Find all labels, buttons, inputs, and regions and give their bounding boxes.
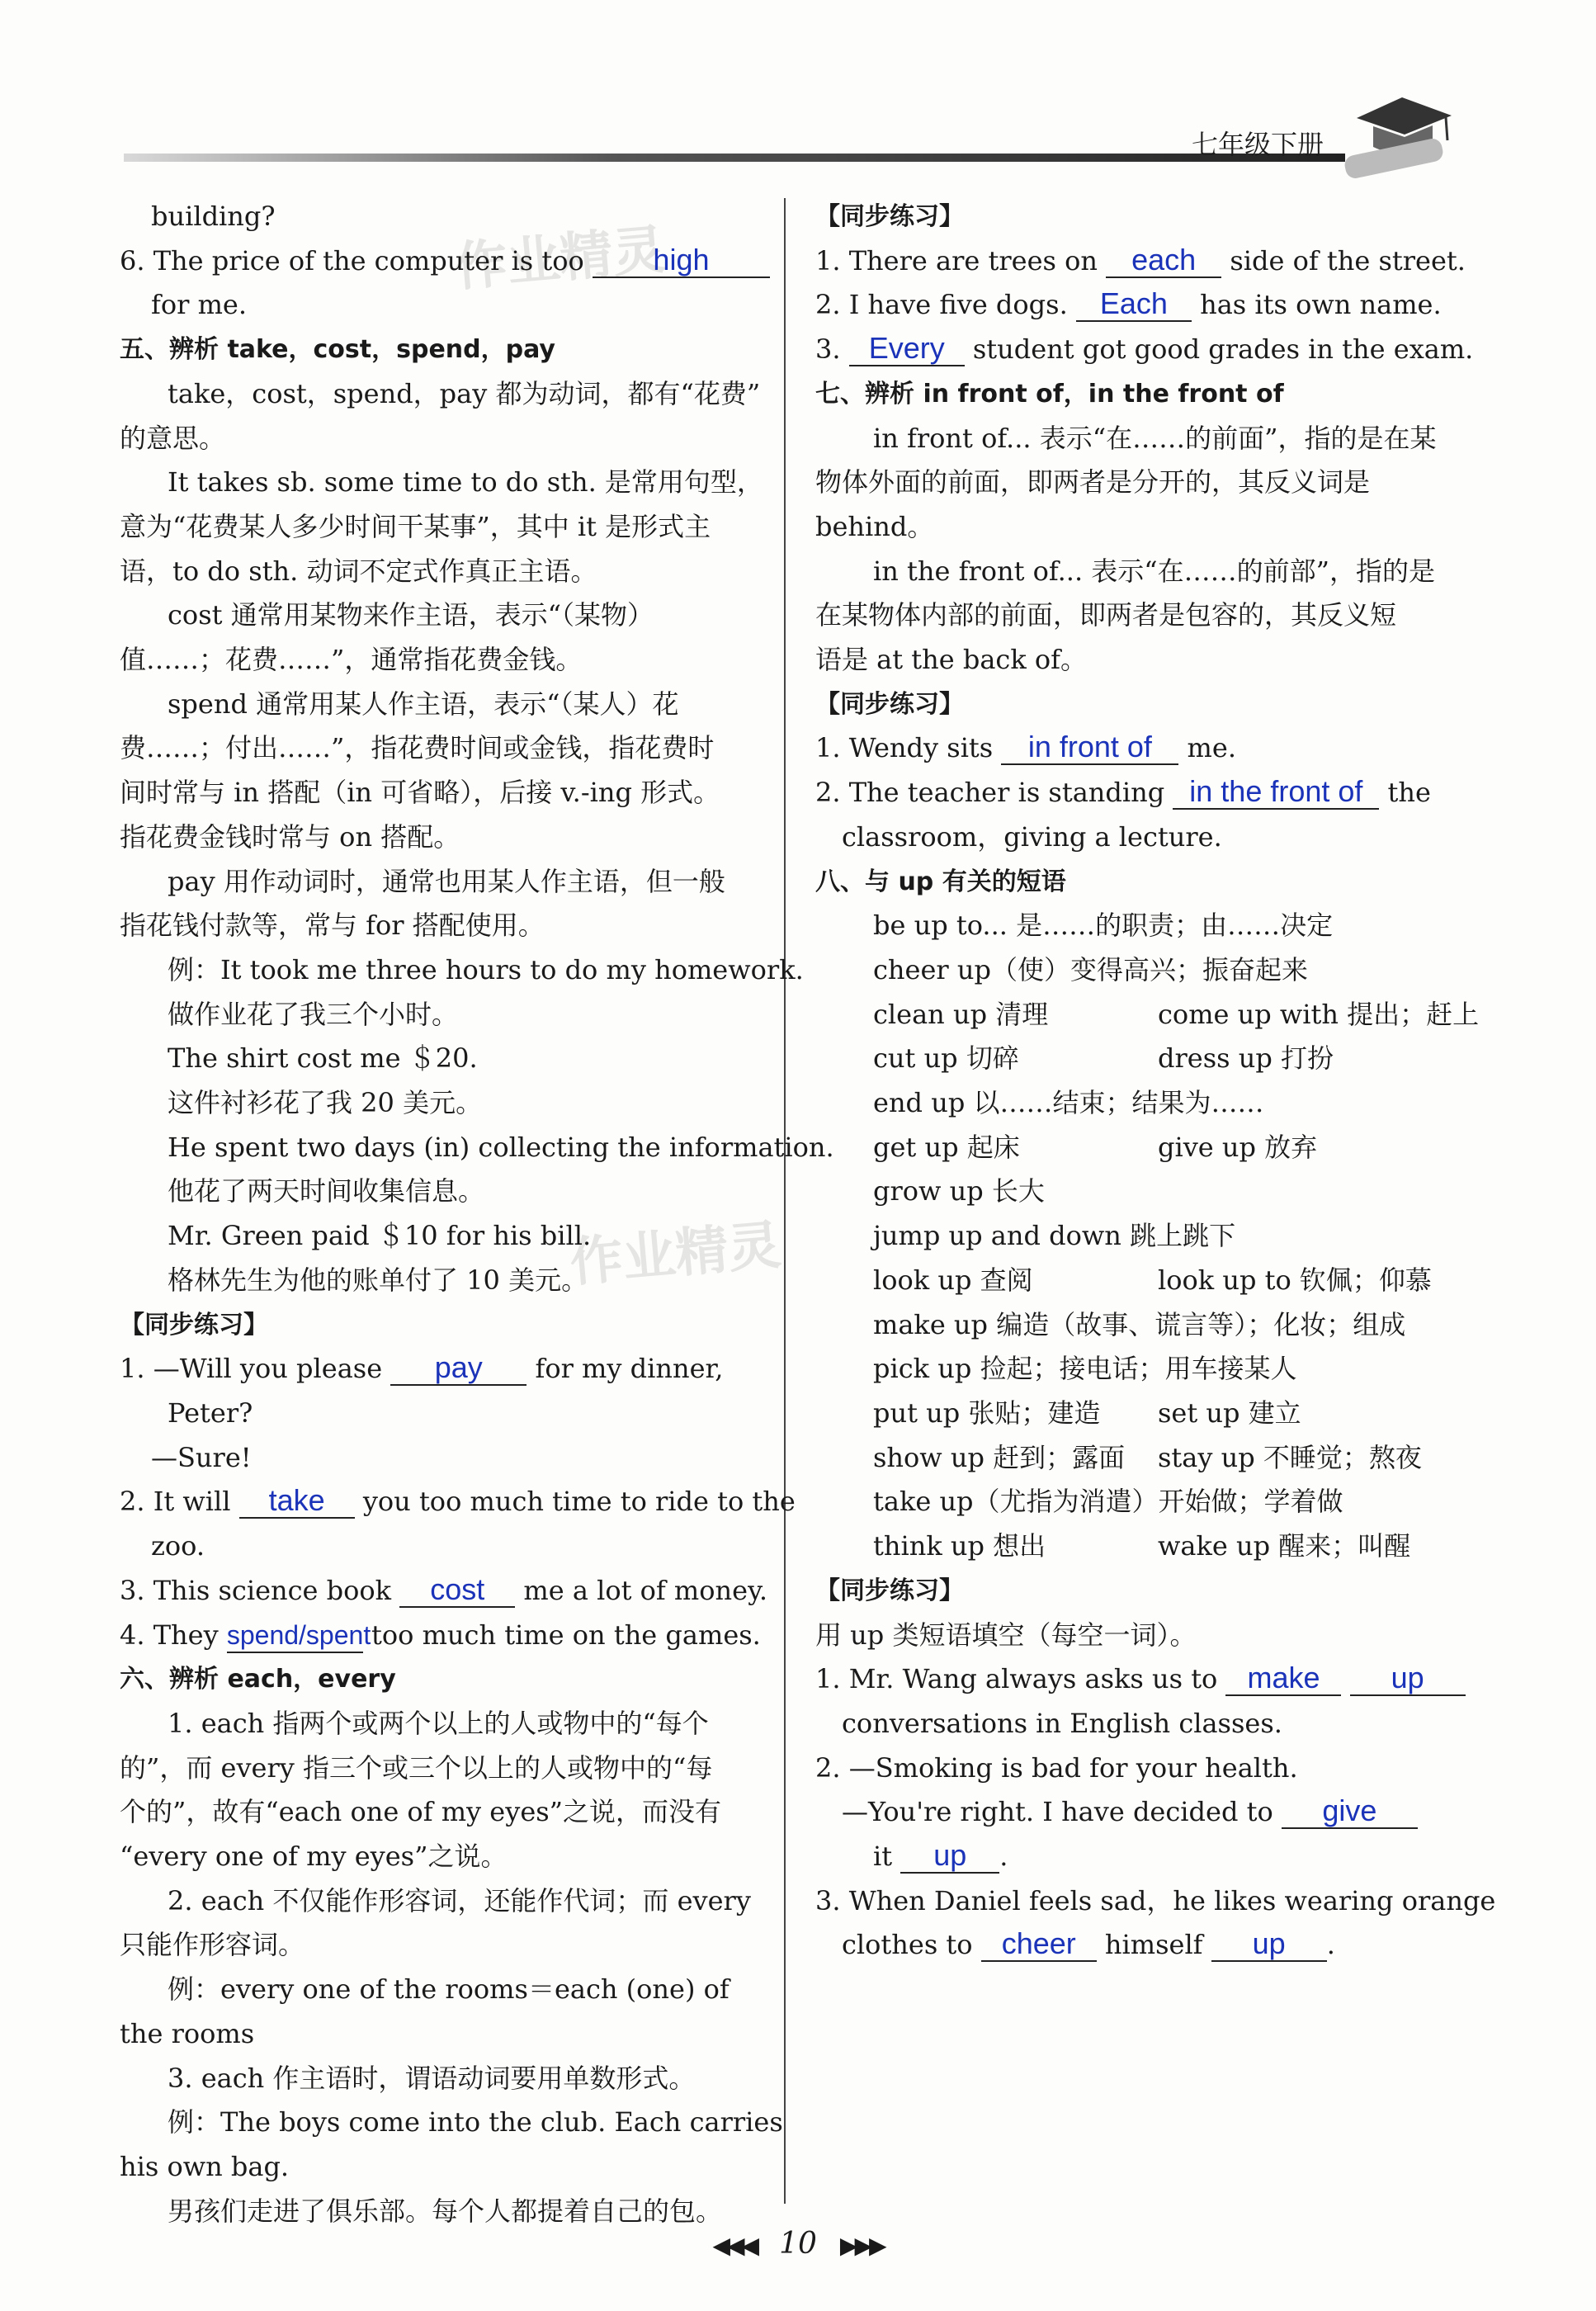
left-column (120, 195, 834, 2233)
phrase: be up to... 是……的职责；由……决定 (873, 910, 1334, 942)
phrase: jump up and down 跳上跳下 (873, 1220, 1236, 1252)
text-line: —Sure! (151, 1441, 252, 1473)
phrase: grow up 长大 (873, 1175, 1045, 1207)
text-line: Peter? (168, 1397, 253, 1429)
paragraph-line: behind。 (815, 510, 934, 542)
paragraph-line: 的”，而 every 指三个或三个以上的人或物中的“每 (120, 1751, 713, 1784)
answer-blank[interactable]: make (1225, 1661, 1341, 1696)
paragraph-line: 3. each 作主语时，谓语动词要用单数形式。 (168, 2062, 696, 2094)
question: —You're right. I have decided to give (815, 1790, 1476, 1835)
example-line: 做作业花了我三个小时。 (168, 998, 459, 1030)
phrase-pair: think up 想出 wake up 醒来；叫醒 (873, 1530, 1411, 1562)
phrase-pair: put up 张贴；建造 set up 建立 (873, 1397, 1301, 1429)
paragraph-line: 语是 at the back of。 (815, 644, 1088, 676)
phrase: pick up 捡起；接电话；用车接某人 (873, 1353, 1297, 1385)
paragraph-line: It takes sb. some time to do sth. 是常用句型， (168, 466, 763, 499)
answer-blank[interactable]: pay (390, 1351, 526, 1386)
paragraph-line: cost 通常用某物来作主语，表示“（某物） (168, 599, 654, 631)
paragraph-line: 值……；花费……”，通常指花费金钱。 (120, 644, 583, 676)
graduation-cap-icon (1340, 89, 1456, 180)
example-line: 格林先生为他的账单付了 10 美元。 (168, 1264, 588, 1296)
question: 2. The teacher is standing in the front of the (815, 774, 1431, 809)
column-divider (784, 198, 786, 2204)
answer-blank[interactable]: in the front of (1173, 775, 1379, 810)
example-line: his own bag. (120, 2150, 290, 2182)
watermark: 作业精灵 (567, 1214, 784, 1294)
phrase-pair: show up 赶到；露面 stay up 不睡觉；熬夜 (873, 1441, 1422, 1473)
question: 3. When Daniel feels sad，he likes wearing orange (815, 1884, 1496, 1916)
section-heading: 七、辨析 in front of，in the front of (815, 379, 1284, 409)
answer-blank[interactable]: up (900, 1839, 999, 1874)
answer-blank[interactable]: in front of (1001, 730, 1178, 765)
example-line: 他花了两天时间收集信息。 (168, 1175, 485, 1207)
answer-blank[interactable]: take (239, 1484, 355, 1519)
paragraph-line: 间时常与 in 搭配（in 可省略），后接 v.-ing 形式。 (120, 777, 720, 809)
answer-blank[interactable]: high (593, 243, 770, 278)
answer-blank[interactable]: up (1350, 1661, 1466, 1696)
phrase-pair: cut up 切碎 dress up 打扮 (873, 1042, 1334, 1075)
paragraph-line: 指花钱付款等，常与 for 搭配使用。 (120, 910, 545, 942)
question: 1. —Will you please pay for my dinner, (120, 1350, 724, 1385)
example-line: 例：every one of the rooms＝each (one) of (168, 1973, 730, 2006)
question: 1. There are trees on each side of the street. (815, 242, 1466, 276)
example-line: 例：It took me three hours to do my homework. (168, 953, 804, 985)
paragraph-line: 物体外面的前面，即两者是分开的，其反义词是 (815, 466, 1371, 499)
example-line: 这件衬衫花了我 20 美元。 (168, 1087, 483, 1119)
answer-blank[interactable]: each (1106, 243, 1221, 278)
text-line: classroom，giving a lecture. (842, 820, 1222, 853)
question: 2. —Smoking is bad for your health. (815, 1751, 1298, 1784)
paragraph-line: spend 通常用某人作主语，表示“（某人）花 (168, 688, 679, 720)
answer-blank[interactable]: Every (849, 332, 965, 366)
example-line: the rooms (120, 2017, 255, 2049)
question: 3. This science book cost me a lot of money. (120, 1571, 768, 1606)
paragraph-line: 2. each 不仅能作形容词，还能作代词；而 every (168, 1884, 751, 1916)
text-line: for me. (151, 289, 248, 321)
right-column (815, 195, 1496, 1968)
practice-heading: 【同步练习】 (815, 202, 964, 231)
grade-label: 七年级下册 (1191, 129, 1324, 160)
paragraph-line: in the front of... 表示“在……的前部”，指的是 (873, 555, 1436, 587)
section-heading: 六、辨析 each，every (120, 1665, 396, 1694)
phrase-pair: look up 查阅 look up to 钦佩；仰慕 (873, 1264, 1432, 1296)
header-bar (124, 154, 1345, 162)
phrase: take up（尤指为消遣）开始做；学着做 (873, 1486, 1343, 1518)
question: 3. Every student got good grades in the exam. (815, 331, 1474, 366)
question: 1. Wendy sits in front of me. (815, 730, 1236, 764)
instruction: 用 up 类短语填空（每空一词）。 (815, 1619, 1197, 1651)
paragraph-line: pay 用作动词时，通常也用某人作主语，但一般 (168, 865, 725, 897)
example-line: He spent two days (in) collecting the information. (168, 1131, 834, 1163)
answer-blank[interactable]: give (1282, 1794, 1418, 1829)
paragraph-line: in front of... 表示“在……的前面”，指的是在某 (873, 422, 1437, 454)
section-heading: 五、辨析 take，cost，spend，pay (120, 335, 555, 365)
paragraph-line: 1. each 指两个或两个以上的人或物中的“每个 (168, 1707, 709, 1739)
answer-blank[interactable]: cheer (981, 1927, 1097, 1962)
paragraph-line: 的意思。 (120, 422, 226, 454)
question: 6. The price of the computer is too high (120, 239, 763, 284)
phrase: make up 编造（故事、谎言等）；化妆；组成 (873, 1308, 1406, 1340)
practice-heading: 【同步练习】 (815, 689, 964, 719)
paragraph-line: 只能作形容词。 (120, 1929, 305, 1961)
page-number: 10 (779, 2227, 817, 2261)
practice-heading: 【同步练习】 (120, 1310, 268, 1340)
phrase-pair: get up 起床 give up 放弃 (873, 1131, 1318, 1163)
answer-blank[interactable]: Each (1076, 287, 1192, 322)
answer-blank[interactable]: spend/spent (227, 1619, 363, 1653)
phrase: end up 以……结束；结果为…… (873, 1087, 1264, 1119)
paragraph-line: 指花费金钱时常与 on 搭配。 (120, 820, 460, 853)
question: 1. Mr. Wang always asks us to make up (815, 1657, 1476, 1702)
example-line: Mr. Green paid ＄10 for his bill. (168, 1220, 592, 1252)
text-line: zoo. (151, 1530, 205, 1562)
practice-heading: 【同步练习】 (815, 1576, 964, 1605)
question: 2. It will take you too much time to ride to the (120, 1483, 796, 1518)
section-heading: 八、与 up 有关的短语 (815, 867, 1066, 896)
watermark: 作业精灵 (451, 219, 668, 299)
question: 2. I have five dogs. Each has its own name. (815, 286, 1442, 321)
question: clothes to cheer himself up . (842, 1926, 1335, 1961)
phrase: cheer up（使）变得高兴；振奋起来 (873, 953, 1308, 985)
paragraph-line: “every one of my eyes”之说。 (120, 1841, 508, 1873)
paragraph-line: 费……；付出……”，指花费时间或金钱，指花费时 (120, 732, 715, 764)
next-arrows-icon: ▶▶▶ (839, 2232, 884, 2259)
paragraph-line: 在某物体内部的前面，即两者是包容的，其反义短 (815, 599, 1397, 631)
phrase-pair: clean up 清理 come up with 提出；赶上 (873, 998, 1480, 1030)
example-line: 男孩们走进了俱乐部。每个人都提着自己的包。 (168, 2195, 723, 2227)
paragraph-line: take，cost，spend，pay 都为动词，都有“花费” (168, 377, 761, 409)
example-line: 例：The boys come into the club. Each carries (168, 2106, 783, 2139)
question: it up . (873, 1838, 1008, 1873)
question: 4. They spend/spent too much time on the games. (120, 1614, 763, 1658)
example-line: The shirt cost me ＄20. (168, 1042, 478, 1075)
prev-arrows-icon: ◀◀◀ (712, 2232, 757, 2259)
text-line: conversations in English classes. (842, 1707, 1282, 1739)
answer-blank[interactable]: up (1211, 1927, 1327, 1962)
paragraph-line: 个的”，故有“each one of my eyes”之说，而没有 (120, 1796, 722, 1828)
paragraph-line: 语，to do sth. 动词不定式作真正主语。 (120, 555, 597, 587)
paragraph-line: 意为“花费某人多少时间干某事”，其中 it 是形式主 (120, 510, 711, 542)
answer-blank[interactable]: cost (399, 1573, 515, 1608)
text-line: building? (151, 201, 276, 232)
page-footer (0, 2227, 1596, 2261)
